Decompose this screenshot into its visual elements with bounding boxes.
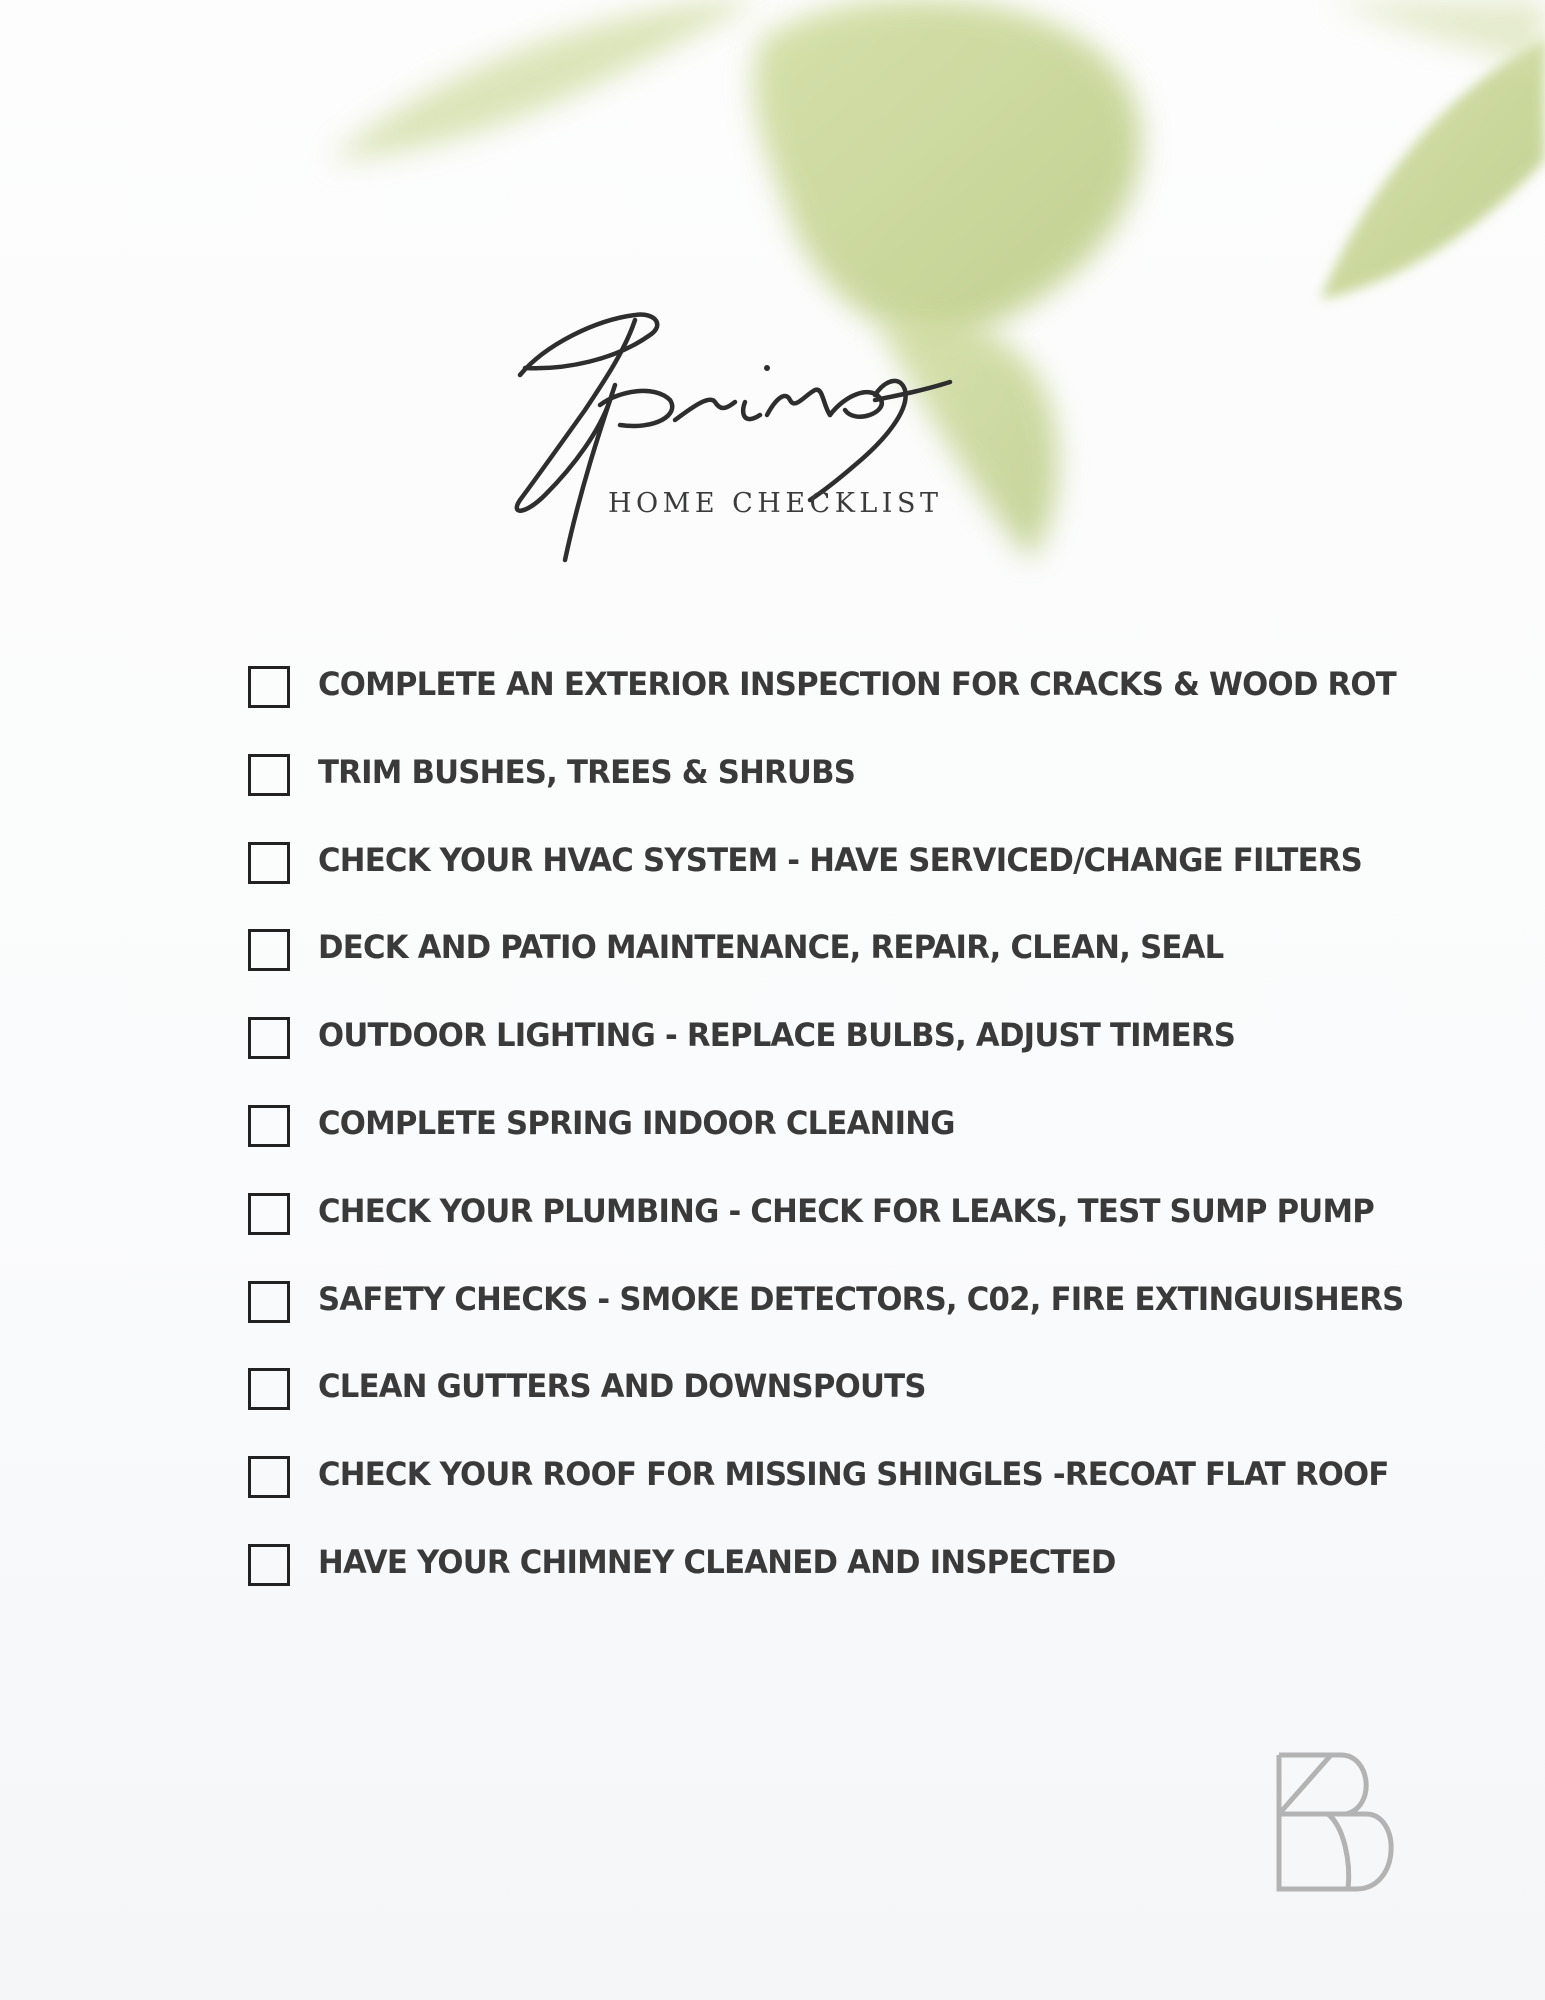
- checklist-item: [248, 836, 1498, 924]
- checklist-item-label: CHECK YOUR HVAC SYSTEM - HAVE SERVICED/CHANGE FILTERS: [318, 840, 1363, 879]
- checklist-subtitle: HOME CHECKLIST: [608, 488, 943, 519]
- checklist-item-label: DECK AND PATIO MAINTENANCE, REPAIR, CLEAN, SEAL: [318, 928, 1224, 967]
- checklist-item: [248, 748, 1498, 836]
- checkbox[interactable]: [248, 842, 290, 884]
- checklist-item: [248, 1011, 1498, 1099]
- checklist-item: [248, 1538, 1498, 1626]
- checklist-item-label: COMPLETE AN EXTERIOR INSPECTION FOR CRACKS & WOOD ROT: [318, 665, 1396, 703]
- checkbox[interactable]: [248, 1017, 290, 1059]
- checklist-item: [248, 923, 1498, 1011]
- checklist-item-label: HAVE YOUR CHIMNEY CLEANED AND INSPECTED: [318, 1542, 1116, 1581]
- checklist-item-label: COMPLETE SPRING INDOOR CLEANING: [318, 1103, 955, 1142]
- checkbox[interactable]: [248, 666, 290, 708]
- checklist-item: [248, 1450, 1498, 1538]
- checklist-item: [248, 1362, 1498, 1450]
- checkbox[interactable]: [248, 1368, 290, 1410]
- checkbox[interactable]: [248, 1281, 290, 1323]
- kb-logo: [1276, 1752, 1398, 1892]
- spring-script-title: [505, 290, 1025, 590]
- checkbox[interactable]: [248, 1105, 290, 1147]
- checklist-item-label: TRIM BUSHES, TREES & SHRUBS: [318, 752, 856, 791]
- checkbox[interactable]: [248, 754, 290, 796]
- checklist-item-label: OUTDOOR LIGHTING - REPLACE BULBS, ADJUST TIMERS: [318, 1016, 1236, 1055]
- checklist: [248, 660, 1498, 1626]
- checklist-item: [248, 1187, 1498, 1275]
- checklist-item: [248, 1099, 1498, 1187]
- checkbox[interactable]: [248, 929, 290, 971]
- checklist-title: [505, 290, 1025, 590]
- checklist-item-label: SAFETY CHECKS - SMOKE DETECTORS, C02, FIRE EXTINGUISHERS: [318, 1279, 1404, 1318]
- checklist-item-label: CHECK YOUR PLUMBING - CHECK FOR LEAKS, TEST SUMP PUMP: [318, 1191, 1375, 1230]
- checklist-item-label: CLEAN GUTTERS AND DOWNSPOUTS: [318, 1367, 926, 1406]
- checkbox[interactable]: [248, 1544, 290, 1586]
- checkbox[interactable]: [248, 1193, 290, 1235]
- checkbox[interactable]: [248, 1456, 290, 1498]
- checklist-item: [248, 660, 1498, 748]
- checklist-item: [248, 1275, 1498, 1363]
- checklist-item-label: CHECK YOUR ROOF FOR MISSING SHINGLES -RECOAT FLAT ROOF: [318, 1455, 1389, 1494]
